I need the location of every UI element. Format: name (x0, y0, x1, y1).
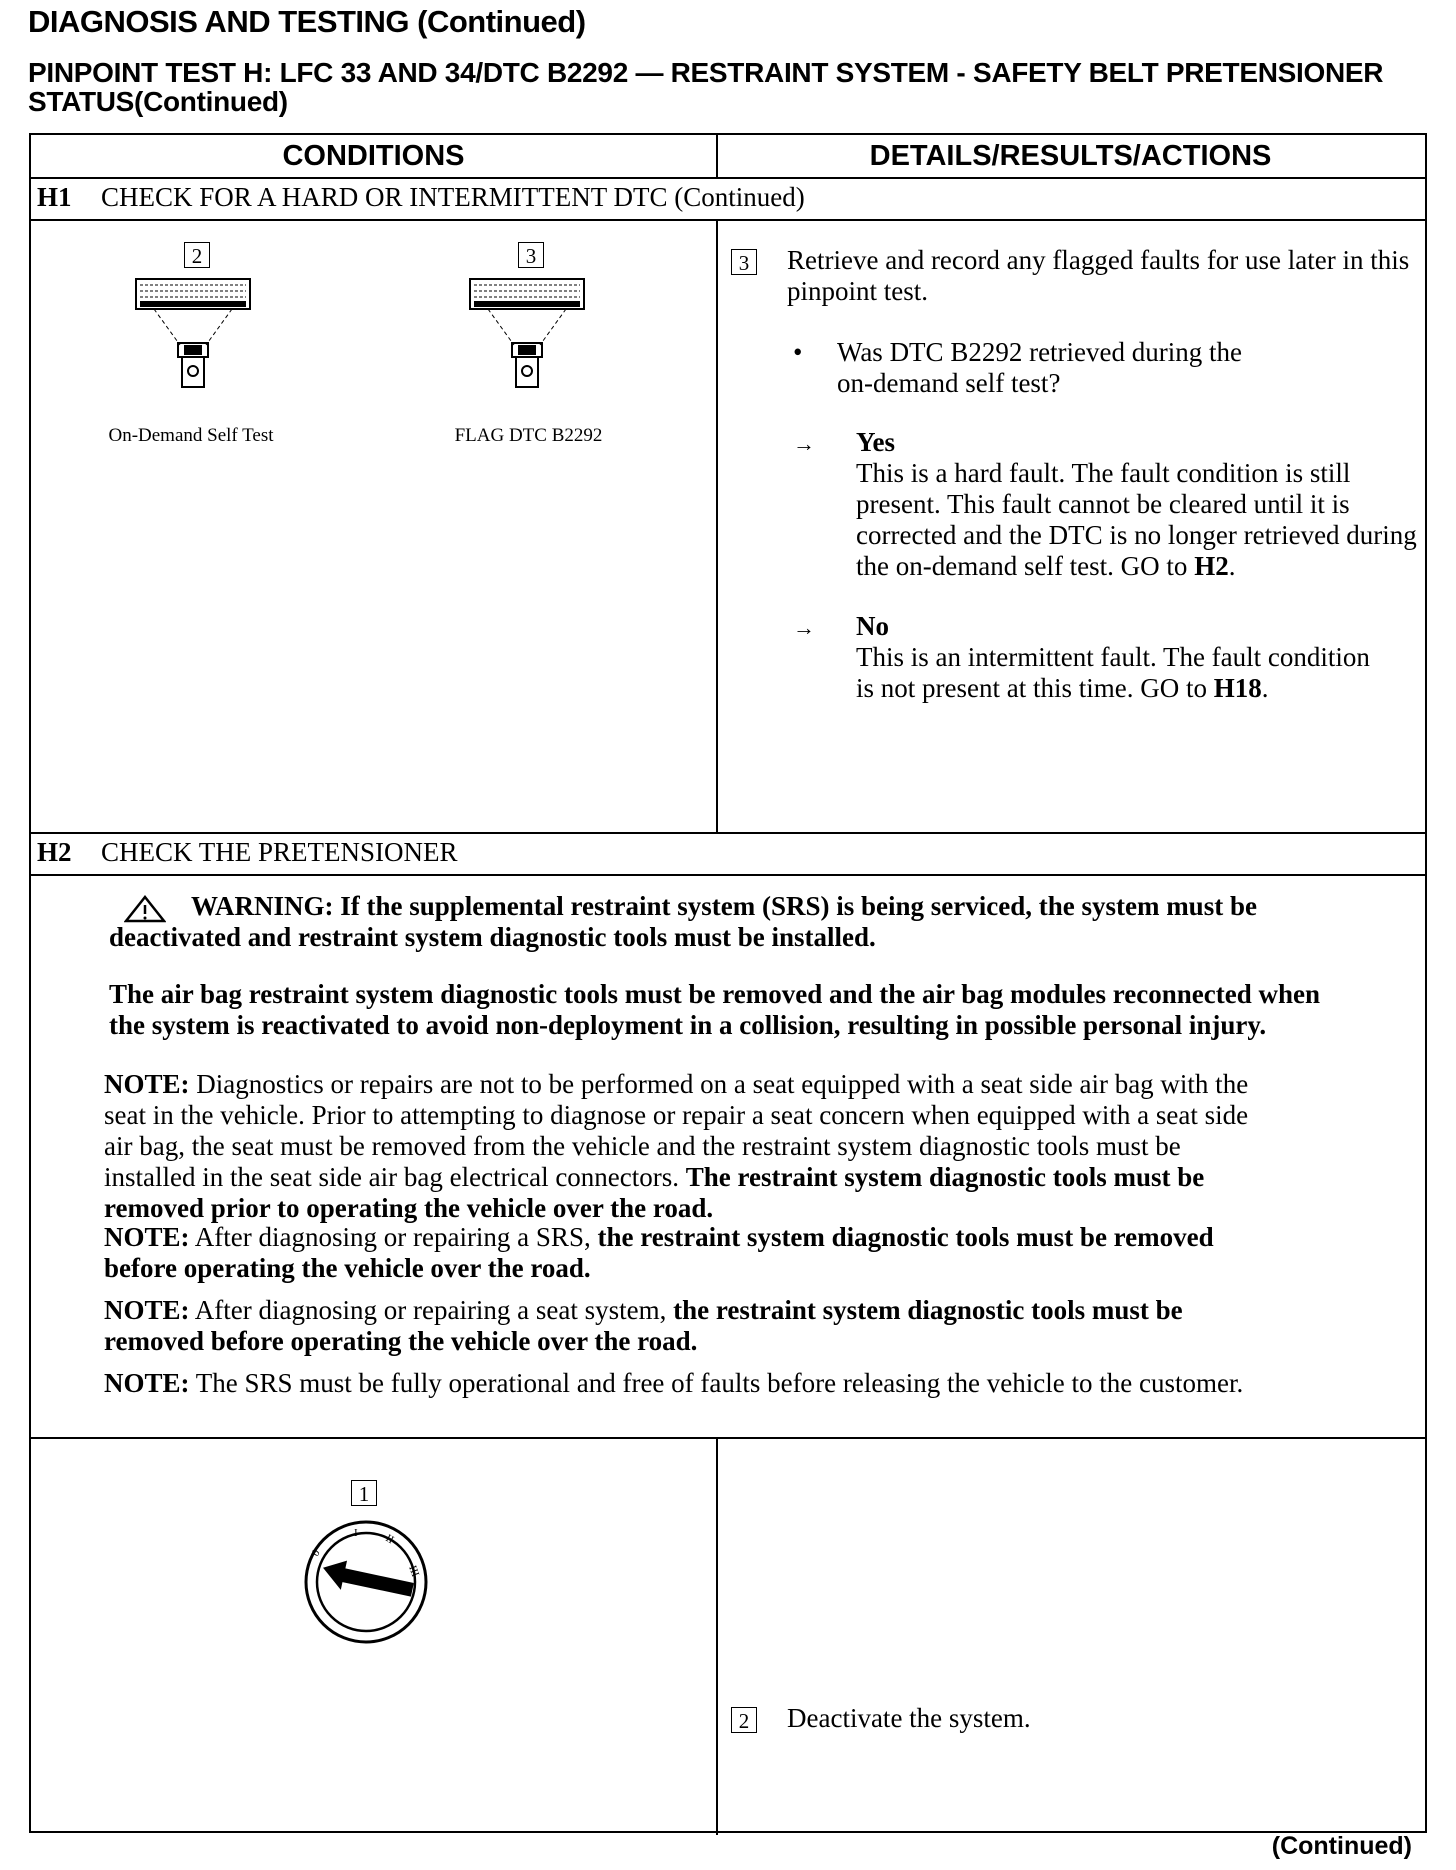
column-divider (716, 135, 718, 177)
question: Was DTC B2292 retrieved during the on-demand self test? (837, 337, 1242, 398)
no-result: This is an intermittent fault. The fault condition is not present at this time. GO to H18. (856, 642, 1370, 703)
arrow-icon: → (793, 615, 815, 640)
col-header-conditions: CONDITIONS (282, 140, 465, 172)
note: NOTE: After diagnosing or repairing a seat system, the restraint system diagnostic tools must be removed before operating the vehicle over the road. (104, 1295, 1183, 1356)
arrow-icon: → (793, 431, 815, 456)
row-divider (31, 1437, 1425, 1439)
svg-text:II: II (383, 1532, 396, 1547)
step-h1-id: H1 (37, 182, 72, 212)
step-instruction: Retrieve and record any flagged faults for use later in this pinpoint test. (787, 245, 1410, 306)
col-header-details: DETAILS/RESULTS/ACTIONS (869, 140, 1272, 172)
warning-text: The air bag restraint system diagnostic tools must be removed and the air bag modules reconnected when the system is reactivated to avoid non-deployment in a collision, resulting in possible personal injury. (109, 979, 1320, 1040)
step-number-box: 2 (184, 242, 210, 268)
pinpoint-test-title: PINPOINT TEST H: LFC 33 AND 34/DTC B2292 — RESTRAINT SYSTEM - SAFETY BELT PRETENSIONER STATUS(Continued) (28, 57, 1384, 117)
column-divider (716, 219, 718, 832)
no-label: No (856, 611, 889, 641)
step-instruction: Deactivate the system. (787, 1703, 1031, 1733)
warning-text: WARNING: If the supplemental restraint system (SRS) is being serviced, the system must be deactivated and restraint system diagnostic tools must be installed. (109, 891, 1257, 952)
continued-label: (Continued) (1271, 1832, 1412, 1860)
step-number-box: 3 (731, 249, 757, 275)
note: NOTE: After diagnosing or repairing a SRS, the restraint system diagnostic tools must be removed before operating the vehicle over the road. (104, 1222, 1214, 1283)
ignition-switch-icon (301, 1517, 431, 1647)
svg-text:0: 0 (309, 1547, 323, 1559)
goto-h2-link[interactable]: H2 (1194, 551, 1229, 581)
scan-tool-icon (134, 277, 254, 407)
goto-h18-link[interactable]: H18 (1213, 673, 1262, 703)
step-number-box: 1 (351, 1480, 377, 1506)
step-h1-title: CHECK FOR A HARD OR INTERMITTENT DTC (Continued) (101, 182, 805, 212)
column-divider (716, 1437, 718, 1835)
figure-caption: FLAG DTC B2292 (454, 425, 603, 446)
svg-text:I: I (354, 1527, 358, 1539)
note: NOTE: Diagnostics or repairs are not to be performed on a seat equipped with a seat side air bag with the seat in the vehicle. Prior to attempting to diagnose or repair a seat concern when equipped with a seat side air bag, the seat must be removed from the vehicle and the restraint system diagnostic tools must be installed in the seat side air bag electrical connectors. The restraint system diagnostic tools must be removed prior to operating the vehicle over the road. (104, 1069, 1249, 1223)
step-h2-title: CHECK THE PRETENSIONER (101, 837, 458, 867)
row-divider (31, 874, 1425, 876)
page-title: DIAGNOSIS AND TESTING (Continued) (28, 4, 586, 39)
figure-caption: On-Demand Self Test (108, 425, 274, 446)
step-h1-header (37, 177, 805, 217)
step-h2-id: H2 (37, 837, 72, 867)
step-h2-header (37, 832, 458, 872)
pinpoint-table (29, 133, 1427, 1833)
note: NOTE: The SRS must be fully operational and free of faults before releasing the vehicle to the customer. (104, 1368, 1244, 1398)
yes-label: Yes (856, 427, 895, 457)
yes-result: This is a hard fault. The fault condition is still present. This fault cannot be cleared until it is corrected and the DTC is no longer retrieved during the on-demand self test. GO to H2. (856, 458, 1417, 581)
svg-text:III: III (406, 1563, 422, 1579)
step-number-box: 3 (518, 242, 544, 268)
bullet: • (793, 337, 803, 367)
scan-tool-icon (468, 277, 588, 407)
row-divider (31, 219, 1425, 221)
step-number-box: 2 (731, 1707, 757, 1733)
